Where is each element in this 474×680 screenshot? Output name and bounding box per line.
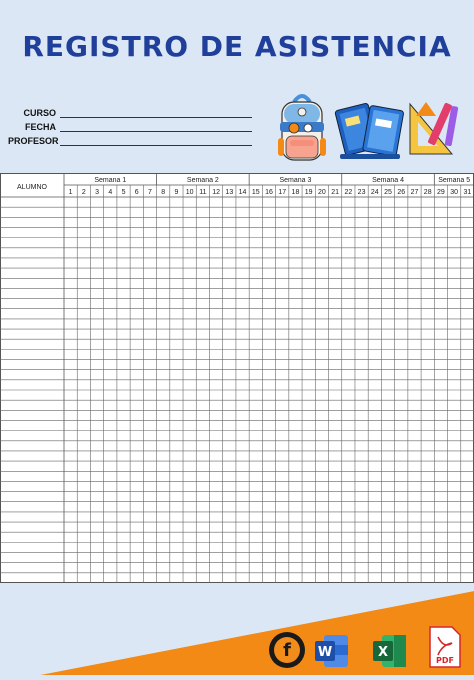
- day-number: 28: [423, 189, 432, 196]
- day-number: 4: [108, 189, 113, 196]
- day-number: 2: [81, 189, 86, 196]
- day-number: 21: [331, 189, 340, 196]
- week-label: Semana 3: [279, 177, 312, 184]
- svg-text:f: f: [283, 640, 291, 661]
- field-profesor: [8, 133, 252, 146]
- field-fecha: [8, 119, 252, 132]
- day-number: 5: [121, 189, 126, 196]
- footer-banner: [0, 583, 474, 675]
- day-number: 12: [212, 189, 220, 196]
- curso-input[interactable]: [60, 107, 252, 118]
- word-logo-icon[interactable]: [314, 633, 350, 674]
- table-border: [1, 174, 474, 583]
- day-number: 9: [174, 189, 179, 196]
- day-number: 29: [437, 189, 445, 196]
- info-fields: [8, 105, 252, 147]
- svg-text:W: W: [317, 645, 333, 660]
- day-number: 19: [304, 189, 313, 196]
- day-number: 3: [95, 189, 100, 196]
- field-label-profesor: PROFESOR: [8, 136, 59, 146]
- day-number: 31: [463, 189, 472, 196]
- day-number: 10: [185, 189, 194, 196]
- week-label: Semana 4: [372, 177, 404, 184]
- day-number: 16: [265, 189, 273, 196]
- field-label-curso: CURSO: [23, 108, 56, 118]
- week-label: Semana 1: [94, 177, 127, 184]
- day-number: 23: [357, 189, 366, 196]
- day-number: 15: [251, 189, 260, 196]
- day-number: 18: [291, 189, 300, 196]
- pdf-logo-icon[interactable]: [428, 625, 462, 674]
- profesor-input[interactable]: [60, 135, 252, 146]
- day-number: 20: [318, 189, 326, 196]
- day-number: 22: [344, 189, 353, 196]
- day-number: 1: [68, 189, 73, 196]
- day-number: 14: [238, 189, 247, 196]
- books-icon: [334, 98, 406, 167]
- f-logo-icon[interactable]: [268, 631, 306, 674]
- day-number: 24: [370, 189, 379, 196]
- week-label: Semana 2: [186, 177, 219, 184]
- field-curso: [8, 105, 252, 118]
- day-number: 30: [450, 189, 459, 196]
- day-number: 11: [199, 189, 207, 196]
- excel-logo-icon[interactable]: [372, 633, 408, 674]
- attendance-table: [0, 173, 474, 583]
- day-number: 7: [148, 189, 152, 196]
- day-number: 8: [161, 189, 166, 196]
- ruler-set-icon: [406, 96, 464, 165]
- day-number: 26: [397, 189, 406, 196]
- svg-text:PDF: PDF: [436, 656, 454, 665]
- page-title: REGISTRO DE ASISTENCIA: [22, 30, 452, 63]
- fecha-input[interactable]: [60, 121, 252, 132]
- day-number: 13: [225, 189, 234, 196]
- week-label: Semana 5: [438, 177, 471, 184]
- student-column-header: ALUMNO: [17, 184, 47, 191]
- day-number: 17: [278, 189, 287, 196]
- day-number: 25: [384, 189, 392, 196]
- field-label-fecha: FECHA: [25, 122, 56, 132]
- day-number: 27: [410, 189, 419, 196]
- day-number: 6: [134, 189, 139, 196]
- svg-text:X: X: [377, 645, 389, 660]
- attendance-grid: [0, 173, 474, 583]
- backpack-icon: [274, 92, 330, 169]
